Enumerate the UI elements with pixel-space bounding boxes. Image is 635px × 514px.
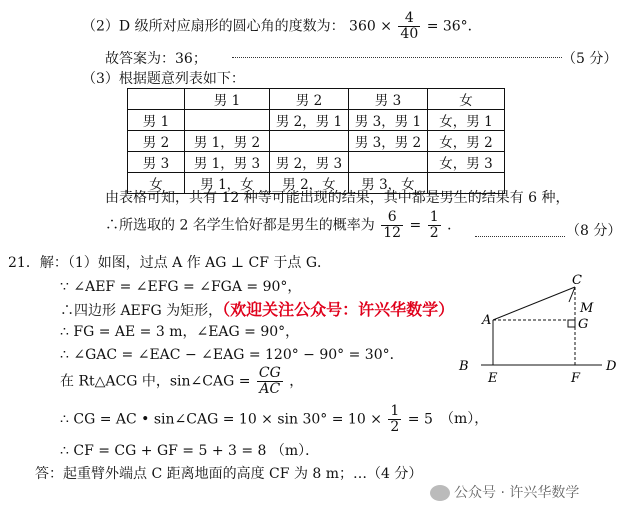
q21-l6-end: = 5 xyxy=(407,411,433,428)
table-row xyxy=(128,152,505,173)
table-cell: 男 2 xyxy=(270,89,349,110)
q21-line xyxy=(60,404,433,435)
segment-ac xyxy=(493,287,575,320)
table-cell: 女，男 3 xyxy=(428,152,505,173)
label-a: A xyxy=(482,313,492,328)
half-den: 2 xyxy=(390,419,400,435)
prob-text: ∴所选取的 2 名学生恰好都是男生的概率为 xyxy=(105,217,375,234)
label-e: E xyxy=(488,371,498,384)
table-cell xyxy=(128,89,185,110)
table-cell: 男 3，男 2 xyxy=(349,131,428,152)
q21-line: ∵ ∠AEF = ∠EFG = ∠FGA = 90°， xyxy=(60,279,302,295)
table-header-row xyxy=(128,89,505,110)
label-f: F xyxy=(571,371,581,384)
q21-l6-text: ∴ CG = AC • sin∠CAG = 10 × sin 30° = 10 × xyxy=(60,411,382,428)
watermark-text: 公众号 · 许兴华数学 xyxy=(454,485,580,501)
table-cell: 男 3 xyxy=(349,89,428,110)
prob-frac-2 xyxy=(428,210,441,241)
q21-unit: （m）， xyxy=(440,411,489,427)
table-cell: 男 1，男 2 xyxy=(185,131,270,152)
sin-den: AC xyxy=(259,381,281,397)
part2-calc-a: 360 × xyxy=(349,18,392,35)
table-cell: 男 2，男 3 xyxy=(270,152,349,173)
label-c: C xyxy=(572,273,582,288)
table-cell: 男 3，女 xyxy=(349,173,428,194)
table-cell: 男 2，女 xyxy=(270,173,349,194)
half-num: 1 xyxy=(390,403,400,419)
prob-end: ． xyxy=(447,217,462,234)
prob-frac-1 xyxy=(381,210,403,241)
table-cell: 男 3 xyxy=(128,152,185,173)
q21-line xyxy=(60,297,454,320)
geometry-figure xyxy=(455,272,625,384)
watermark xyxy=(430,482,579,502)
q21-head: 21．解：（1）如图，过点 A 作 AG ⊥ CF 于点 G． xyxy=(8,255,332,271)
q21-answer: 答：起重臂外端点 C 距离地面的高度 CF 为 8 m；…（4 分） xyxy=(35,466,423,482)
label-b: B xyxy=(459,359,469,374)
q21-line: ∴ CF = CG + GF = 5 + 3 = 8 （m）． xyxy=(60,443,320,459)
table-cell xyxy=(349,152,428,173)
outcome-table xyxy=(127,88,505,194)
leader-dots xyxy=(475,236,565,237)
table-row xyxy=(128,110,505,131)
table-cell: 女 xyxy=(428,89,505,110)
part2-frac-num: 4 xyxy=(398,11,420,27)
prob-num-2: 1 xyxy=(429,209,439,225)
q21-l5-end: ， xyxy=(289,373,304,390)
q21-line: ∴ ∠GAC = ∠EAC − ∠EAG = 120° − 90° = 30°． xyxy=(60,347,404,363)
half-fraction xyxy=(388,404,401,435)
part2-answer: 故答案为：36； xyxy=(105,51,207,67)
part3-conclusion: 由表格可知，共有 12 种等可能出现的结果，其中都是男生的结果有 6 种， xyxy=(105,190,570,206)
sin-num: CG xyxy=(258,365,281,381)
part3-score: （8 分） xyxy=(566,223,622,239)
q21-line xyxy=(60,366,303,397)
q21-line-text: ∴四边形 AEFG 为矩形， xyxy=(60,303,223,319)
prob-num-1: 6 xyxy=(381,210,403,226)
table-cell xyxy=(185,110,270,131)
part2-calc-b: = 36°． xyxy=(426,18,482,35)
label-d: D xyxy=(606,359,617,374)
table-cell: 男 1 xyxy=(128,110,185,131)
table-cell: 女 xyxy=(128,173,185,194)
part2-score: （5 分） xyxy=(562,51,618,67)
label-m: M xyxy=(580,301,594,316)
table-cell: 女，男 1 xyxy=(428,110,505,131)
part2-text: （2）D 级所对应扇形的圆心角的度数为： xyxy=(82,18,345,35)
part3-intro: （3）根据题意列表如下： xyxy=(82,71,245,87)
promo-text: （欢迎关注公众号：许兴华数学） xyxy=(222,300,455,319)
table-row xyxy=(128,131,505,152)
prob-den-2: 2 xyxy=(429,225,439,241)
table-cell: 男 2 xyxy=(128,131,185,152)
table-cell: 男 1 xyxy=(185,89,270,110)
part2-fraction xyxy=(398,11,420,42)
table-cell: 女，男 2 xyxy=(428,131,505,152)
prob-eq: = xyxy=(409,217,422,234)
table-cell: 男 3，男 1 xyxy=(349,110,428,131)
wechat-icon xyxy=(430,485,450,501)
part2-line xyxy=(82,11,482,42)
right-angle-mark xyxy=(568,320,575,327)
table-cell: 男 2，男 1 xyxy=(270,110,349,131)
leader-dots xyxy=(232,57,562,58)
part2-frac-den: 40 xyxy=(400,26,419,42)
label-g: G xyxy=(578,317,589,332)
table-cell xyxy=(270,131,349,152)
q21-l5-text: 在 Rt△ACG 中，sin∠CAG = xyxy=(60,373,251,390)
q21-line: ∴ FG = AE = 3 m，∠EAG = 90°， xyxy=(60,324,300,340)
part3-probability xyxy=(105,210,461,241)
sin-fraction xyxy=(257,366,283,397)
prob-den-1: 12 xyxy=(383,225,402,241)
table-cell: 男 1，女 xyxy=(185,173,270,194)
table-cell: 男 1，男 3 xyxy=(185,152,270,173)
